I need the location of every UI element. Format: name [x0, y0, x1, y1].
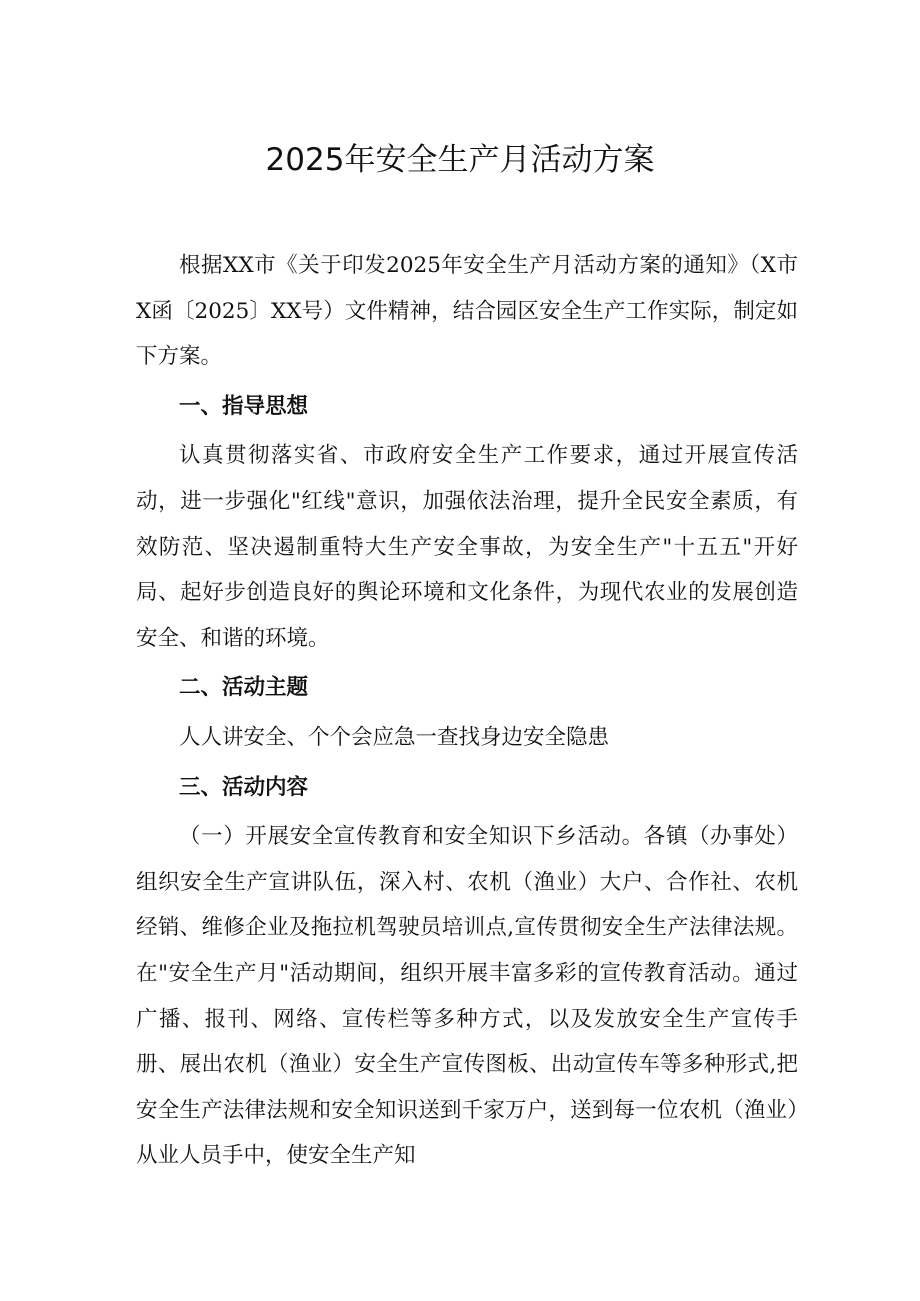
intro-paragraph: 根据XX市《关于印发2025年安全生产月活动方案的通知》（X市X函〔2025〕XX号）文件精神，结合园区安全生产工作实际，制定如下方案。 — [136, 253, 798, 370]
document-body — [136, 243, 798, 1179]
section-text-activity-content: （一）开展安全宣传教育和安全知识下乡活动。各镇（办事处）组织安全生产宣讲队伍，深入村、农机（渔业）大户、合作社、农机经销、维修企业及拖拉机驾驶员培训点,宣传贯彻安全生产法律法规。在"安全生产月"活动期间，组织开展丰富多彩的宣传教育活动。通过广播、报刊、网络、宣传栏等多种方式，以及发放安全生产宣传手册、展出农机（渔业）安全生产宣传图板、出动宣传车等多种形式,把安全生产法律法规和安全知识送到千家万户，送到每一位农机（渔业）从业人员手中，使安全生产知 — [136, 824, 798, 1169]
section-text-guiding-ideology: 认真贯彻落实省、市政府安全生产工作要求，通过开展宣传活动，进一步强化"红线"意识，加强依法治理，提升全民安全素质，有效防范、坚决遏制重特大生产安全事故，为安全生产"十五五"开好局、起好步创造良好的舆论环境和文化条件，为现代农业的发展创造安全、和谐的环境。 — [136, 443, 798, 651]
section-heading-activity-theme: 二、活动主题 — [179, 675, 309, 701]
section-text-activity-theme: 人人讲安全、个个会应急一查找身边安全隐患 — [179, 724, 610, 750]
section-heading-guiding-ideology: 一、指导思想 — [179, 393, 309, 419]
document-title: 2025年安全生产月活动方案 — [265, 142, 655, 178]
section-heading-activity-content: 三、活动内容 — [179, 774, 309, 800]
